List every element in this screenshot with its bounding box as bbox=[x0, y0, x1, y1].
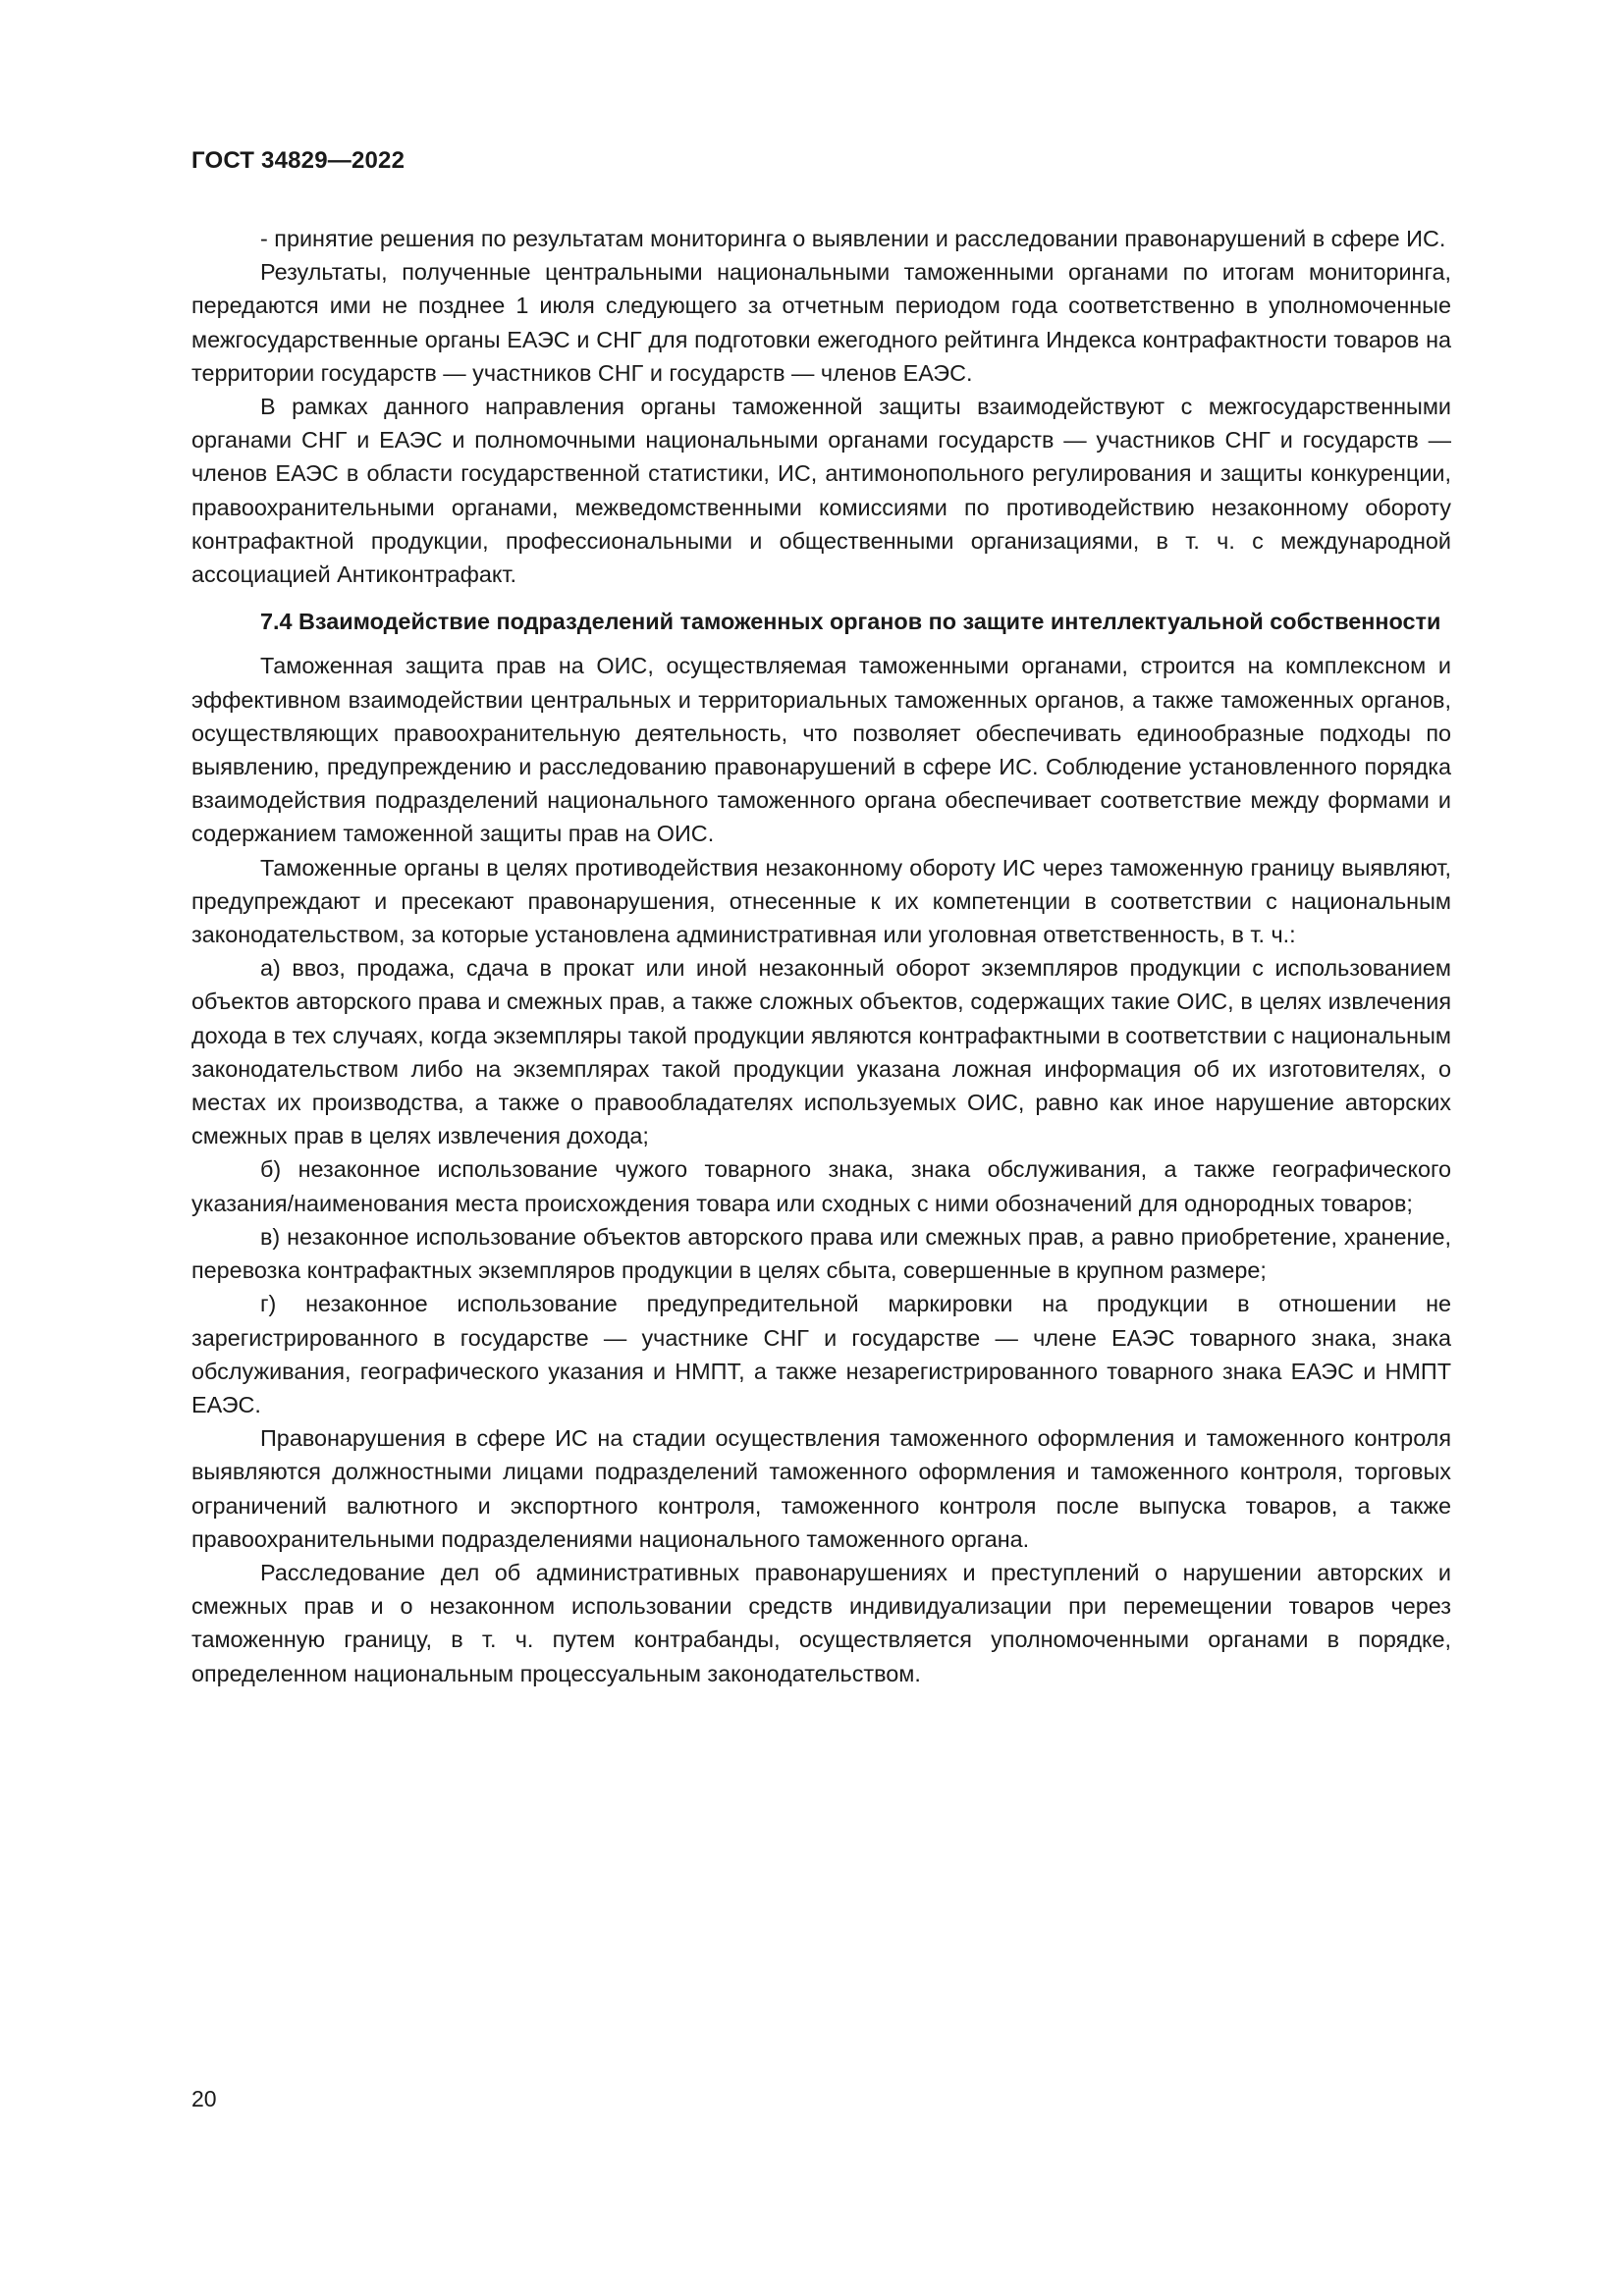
list-item: г) незаконное использование предупредительной маркировки на продукции в отношении не зарегистрированного в государстве — участнике СНГ и государстве — члене ЕАЭС товарного знака, знака обслуживания, географического указания и НМПТ, а также незарегистрированного товарного знака ЕАЭС и НМПТ ЕАЭС. bbox=[191, 1291, 1451, 1417]
paragraph: Расследование дел об административных правонарушениях и преступлений о нарушении авторских и смежных прав и о незаконном использовании средств индивидуализации при перемещении товаров через таможенную границу, в т. ч. путем контрабанды, осуществляется уполномоченными органами в порядке, определенном национальным процессуальным законодательством. bbox=[191, 1559, 1451, 1686]
paragraph: Результаты, полученные центральными национальными таможенными органами по итогам мониторинга, передаются ими не позднее 1 июля следующего за отчетным периодом года соответственно в уполномоченные межгосударственные органы ЕАЭС и СНГ для подготовки ежегодного рейтинга Индекса контрафактности товаров на территории государств — участников СНГ и государств — членов ЕАЭС. bbox=[191, 259, 1451, 386]
list-item: в) незаконное использование объектов авторского права или смежных прав, а равно приобретение, хранение, перевозка контрафактных экземпляров продукции в целях сбыта, совершенные в крупном размере; bbox=[191, 1223, 1451, 1284]
page-content bbox=[191, 222, 1451, 1690]
paragraph: В рамках данного направления органы таможенной защиты взаимодействуют с межгосударственными органами СНГ и ЕАЭС и полномочными национальными органами государств — участников СНГ и государств — членов ЕАЭС в области государственной статистики, ИС, антимонопольного регулирования и защиты конкуренции, правоохранительными органами, межведомственными комиссиями по противодействию незаконному обороту контрафактной продукции, профессиональными и общественными организациями, в т. ч. с международной ассоциацией Антиконтрафакт. bbox=[191, 394, 1451, 588]
list-item: а) ввоз, продажа, сдача в прокат или иной незаконный оборот экземпляров продукции с использованием объектов авторского права и смежных прав, а также сложных объектов, содержащих такие ОИС, в целях извлечения дохода в тех случаях, когда экземпляры такой продукции являются контрафактными в соответствии с национальным законодательством либо на экземплярах такой продукции указана ложная информация об их изготовителях, о местах их производства, а также о правообладателях используемых ОИС, равно как иное нарушение авторских смежных прав в целях извлечения дохода; bbox=[191, 955, 1451, 1149]
paragraph: Правонарушения в сфере ИС на стадии осуществления таможенного оформления и таможенного контроля выявляются должностными лицами подразделений таможенного оформления и таможенного контроля, торговых ограничений валютного и экспортного контроля, таможенного контроля после выпуска товаров, а также правоохранительными подразделениями национального таможенного органа. bbox=[191, 1425, 1451, 1552]
paragraph: - принятие решения по результатам мониторинга о выявлении и расследовании правонарушений в сфере ИС. bbox=[260, 226, 1446, 251]
paragraph: Таможенные органы в целях противодействия незаконному обороту ИС через таможенную границу выявляют, предупреждают и пресекают правонарушения, отнесенные к их компетенции в соответствии с национальным законодательством, за которые установлена административная или уголовная ответственность, в т. ч.: bbox=[191, 854, 1451, 948]
paragraph: Таможенная защита прав на ОИС, осуществляемая таможенными органами, строится на комплексном и эффективном взаимодействии центральных и территориальных таможенных органов, а также таможенных органов, осуществляющих правоохранительную деятельность, что позволяет обеспечивать единообразные подходы по выявлению, предупреждению и расследованию правонарушений в сфере ИС. Соблюдение установленного порядка взаимодействия подразделений национального таможенного органа обеспечивает соответствие между формами и содержанием таможенной защиты прав на ОИС. bbox=[191, 653, 1451, 847]
page-number: 20 bbox=[191, 2086, 217, 2111]
document-header: ГОСТ 34829—2022 bbox=[191, 147, 406, 174]
section-heading: 7.4 Взаимодействие подразделений таможенных органов по защите интеллектуальной собственности bbox=[260, 609, 1441, 635]
list-item: б) незаконное использование чужого товарного знака, знака обслуживания, а также географического указания/наименования места происхождения товара или сходных с ними обозначений для однородных товаров; bbox=[191, 1156, 1451, 1216]
